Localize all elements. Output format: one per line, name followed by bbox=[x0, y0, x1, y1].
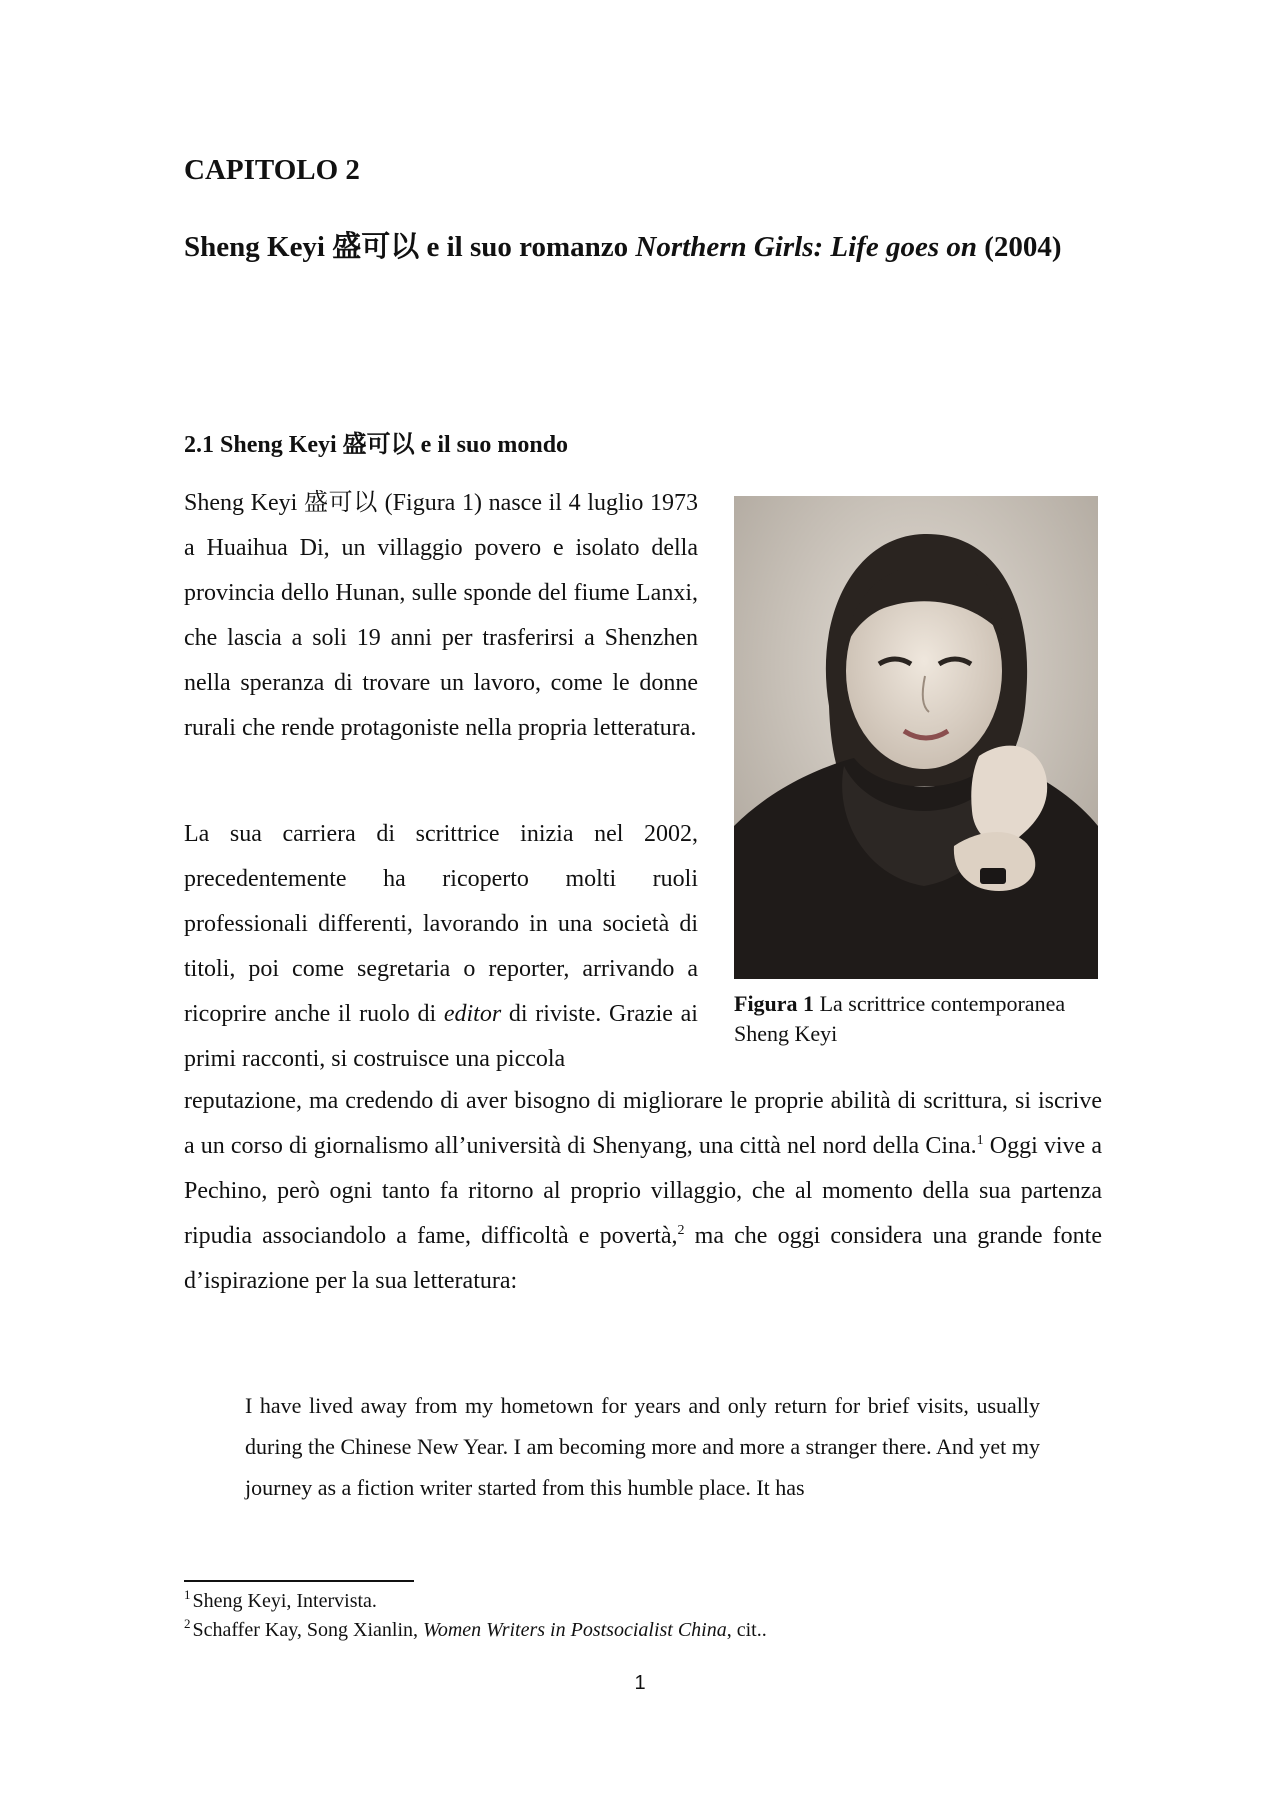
paragraph-3 bbox=[184, 1079, 1102, 1304]
block-quote: I have lived away from my hometown for years and only return for brief visits, usually during the Chinese New Year. I am becoming more and more a stranger there. And yet my journey as a fiction writer started from this humble place. It has bbox=[245, 1393, 1040, 1500]
footnote-item bbox=[184, 1587, 1102, 1616]
paragraph-1: Sheng Keyi 盛可以 (Figura 1) nasce il 4 luglio 1973 a Huaihua Di, un villaggio povero e isolato della provincia dello Hunan, sulle sponde del fiume Lanxi, che lascia a soli 19 anni per trasferirsi a Shenzhen nella speranza di trovare un lavoro, come le donne rurali che rende protagoniste nella propria letteratura. bbox=[184, 490, 698, 741]
chapter-title-prefix: Sheng Keyi 盛可以 e il suo romanzo bbox=[184, 231, 636, 263]
footnotes-list bbox=[184, 1587, 1102, 1645]
footnote-italic-title: Women Writers in Postsocialist China bbox=[423, 1619, 727, 1641]
footnote-ref-2[interactable]: 2 bbox=[677, 1223, 685, 1238]
footnote-ref-1[interactable]: 1 bbox=[976, 1133, 984, 1148]
figure-caption-text: La scrittrice contemporanea Sheng Keyi bbox=[734, 991, 1066, 1046]
chapter-title-suffix: (2004) bbox=[976, 231, 1062, 263]
paragraph-3-text-a: reputazione, ma credendo di aver bisogno di migliorare le proprie abilità di scrittura, si iscrive a un corso di giornalismo all’università di Shenyang, una città nel nord della Cina. bbox=[184, 1088, 1102, 1159]
chapter-title-italic: Northern Girls: Life goes on bbox=[635, 231, 977, 263]
chapter-title bbox=[184, 224, 1124, 265]
footnote-item bbox=[184, 1616, 1102, 1645]
figure-caption bbox=[734, 989, 1098, 1049]
section-title: 2.1 Sheng Keyi 盛可以 e il suo mondo bbox=[184, 432, 569, 458]
paragraph-2-text-b: di riviste. Grazie ai primi racconti, si costruisce una piccola bbox=[184, 1001, 698, 1072]
paragraph-2-italic: editor bbox=[443, 1001, 502, 1027]
footnote-number: 1 bbox=[184, 1587, 191, 1603]
footnote-divider bbox=[184, 1580, 414, 1582]
paragraph-2-text-a: La sua carriera di scrittrice inizia nel 2002, precedentemente ha ricoperto molti ruoli professionali differenti, lavorando in una società di titoli, poi come segretaria o reporter, arrivando a ricoprire anche il ruolo di bbox=[184, 821, 698, 1027]
figure-caption-label: Figura 1 bbox=[734, 991, 815, 1016]
page-number: 1 bbox=[634, 1672, 646, 1694]
author-portrait-image bbox=[734, 496, 1098, 979]
paragraph-2 bbox=[184, 812, 698, 1082]
footnote-text: Sheng Keyi, Intervista. bbox=[192, 1590, 377, 1612]
chapter-label: CAPITOLO 2 bbox=[184, 154, 360, 186]
paragraph-3-text-b: Oggi vive a Pechino, però ogni tanto fa ritorno al proprio villaggio, che al momento della sua partenza ripudia associandolo a fame, difficoltà e povertà, bbox=[184, 1133, 1102, 1249]
footnote-number: 2 bbox=[184, 1616, 191, 1632]
footnote-tail: , cit.. bbox=[726, 1619, 767, 1641]
author-photo bbox=[734, 496, 1098, 979]
paragraph-3-text-c: ma che oggi considera una grande fonte d’ispirazione per la sua letteratura: bbox=[184, 1223, 1102, 1294]
footnote-text: Schaffer Kay, Song Xianlin, bbox=[192, 1619, 424, 1641]
